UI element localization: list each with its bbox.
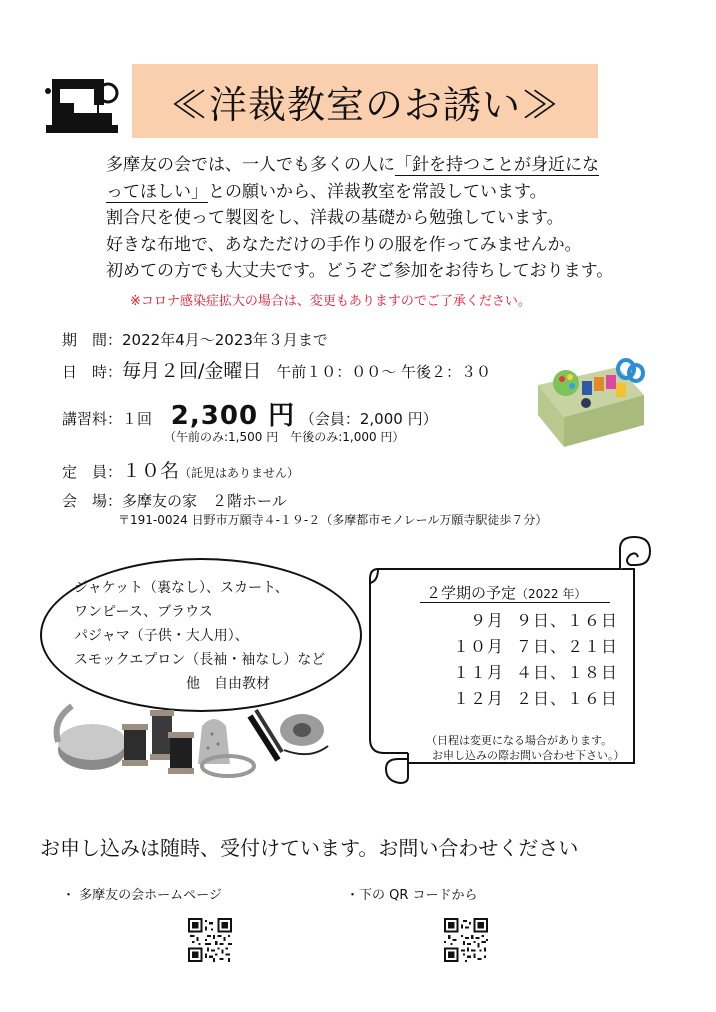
period-label: 期 間：: [62, 331, 123, 349]
qr-code-homepage[interactable]: [188, 918, 232, 962]
title-banner: [132, 64, 598, 138]
intro-underlined-text: 「針を持つことが身近にな: [395, 155, 599, 175]
intro-paragraph: [106, 152, 626, 285]
fee-row: [62, 395, 438, 432]
schedule-days: ７日、２１日: [516, 637, 619, 656]
sewing-tools-illustration: [52, 700, 336, 780]
datetime-time: 午前１０：００～ 午後２：３０: [276, 363, 491, 381]
list-item: パジャマ（子供・大人用）、: [74, 628, 249, 644]
schedule-row: [448, 660, 618, 683]
schedule-row: [448, 686, 618, 709]
venue-address: 〒191-0024 日野市万願寺４‐１９‐２（多摩都市モノレール万願寺駅徒歩７分）: [118, 513, 548, 527]
intro-underlined-text: ってほしい」: [106, 181, 208, 202]
datetime-row: [62, 356, 491, 383]
intro-text: 好きな布地で、あなただけの手作りの服を作ってみませんか。: [106, 234, 582, 255]
period-value: 2022年4月～2023年３月まで: [122, 331, 328, 349]
schedule-days: ４日、１８日: [516, 663, 619, 682]
schedule-month: ９月: [469, 611, 504, 630]
capacity-value: １０名: [122, 460, 180, 482]
fee-label: 講習料：１回: [62, 410, 153, 428]
sewing-machine-icon: [44, 73, 122, 137]
schedule-divider: [420, 602, 610, 603]
schedule-note: [426, 733, 625, 763]
schedule-row: [448, 608, 618, 631]
schedule-year: （2022 年）: [516, 587, 587, 601]
schedule-days: ２日、１６日: [516, 689, 619, 708]
schedule-month: １０月: [452, 637, 504, 656]
period-row: [62, 329, 328, 350]
capacity-note: （託児はありません）: [179, 466, 300, 480]
sewing-box-illustration: [528, 355, 646, 448]
fee-note: （午前のみ:1,500 円 午後のみ:1,000 円）: [164, 430, 405, 444]
list-item: 他 自由教材: [186, 676, 270, 692]
qr-code-contact[interactable]: [444, 918, 488, 962]
intro-text: 初めての方でも大丈夫です。どうぞご参加をお待ちしております。: [106, 261, 614, 281]
notice-text: ※コロナ感染症拡大の場合は、変更もありますのでご了承ください。: [130, 294, 531, 309]
schedule-month: １１月: [452, 663, 504, 682]
schedule-title: [426, 582, 586, 603]
intro-text: 多摩友の会では、一人でも多くの人に: [106, 155, 395, 175]
capacity-label: 定 員：: [62, 463, 123, 481]
intro-text: との願いから、洋裁教室を常設しています。: [208, 181, 547, 202]
venue-row: [62, 490, 287, 511]
schedule-row: [448, 634, 618, 657]
list-item: スモックエプロン（長袖・袖なし）など: [74, 652, 326, 668]
venue-value: 多摩友の家 ２階ホール: [122, 492, 287, 510]
schedule-days: ９日、１６日: [516, 611, 619, 630]
homepage-link[interactable]: ・ 多摩友の会ホームページ: [62, 888, 222, 903]
schedule-note-line: （日程は変更になる場合があります。: [426, 734, 613, 747]
schedule-note-line: お申し込みの際お問い合わせ下さい。）: [432, 749, 625, 762]
qr-link[interactable]: ・下の QR コードから: [346, 888, 478, 903]
apply-text: お申し込みは随時、受付けています。お問い合わせください: [40, 836, 579, 860]
intro-text: 割合尺を使って製図をし、洋裁の基礎から勉強しています。: [106, 208, 564, 228]
page-title: ≪洋裁教室のお誘い≫: [169, 82, 560, 127]
schedule-title-text: ２学期の予定: [426, 584, 517, 602]
list-item: ジャケット（裏なし）、スカート、: [74, 580, 289, 596]
schedule-month: １２月: [452, 689, 504, 708]
datetime-label: 日 時：: [62, 363, 123, 381]
capacity-row: [62, 456, 299, 483]
list-item: ワンピース、ブラウス: [74, 604, 213, 620]
venue-label: 会 場：: [62, 492, 123, 510]
fee-amount: 2,300 円: [170, 401, 296, 431]
fee-member-price: （会員：2,000 円）: [299, 410, 438, 428]
items-list: [74, 576, 325, 696]
datetime-value: 毎月２回/金曜日: [122, 360, 262, 382]
